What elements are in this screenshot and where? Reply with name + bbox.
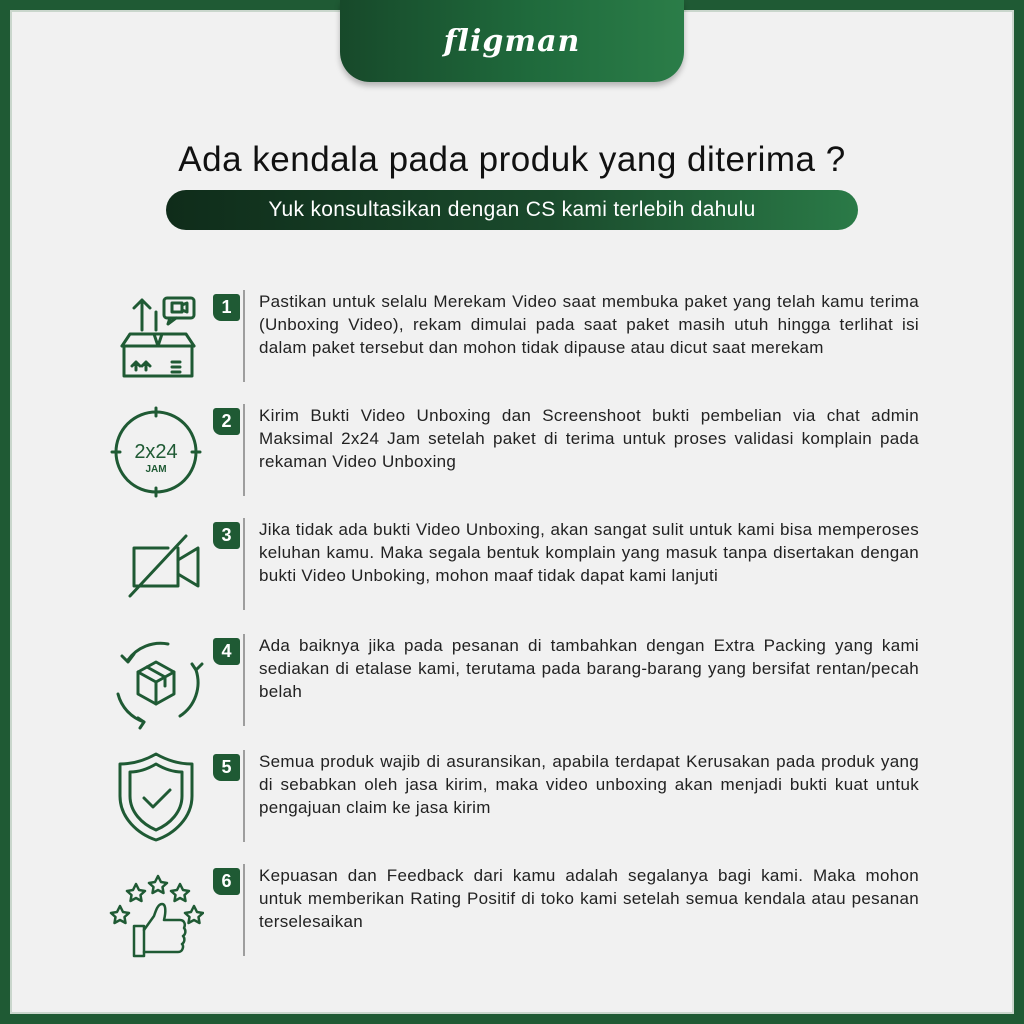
step-text: Semua produk wajib di asuransikan, apabila terdapat Kerusakan pada produk yang di sebabkan oleh jasa kirim, maka video unboxing akan menjadi bukti kuat untuk pengajuan claim ke jasa kirim	[259, 752, 919, 817]
step-number: 2	[213, 408, 240, 435]
step-1	[100, 290, 930, 382]
clock-2x24-icon	[108, 402, 204, 498]
clock-label: 2x24	[134, 441, 178, 463]
step-text: Ada baiknya jika pada pesanan di tambahkan dengan Extra Packing yang kami sediakan di etalase kami, terutama pada barang-barang yang bersifat rentan/pecah belah	[259, 636, 919, 701]
step-divider	[243, 864, 245, 956]
subtitle-pill	[166, 190, 858, 230]
step-divider	[243, 634, 245, 726]
step-5	[100, 750, 930, 842]
brand-header-tab	[340, 0, 684, 82]
step-text: Kirim Bukti Video Unboxing dan Screenshoot bukti pembelian via chat admin Maksimal 2x24 Jam setelah paket di terima untuk proses validasi komplain pada rekaman Video Unboxing	[259, 406, 919, 471]
step-text: Pastikan untuk selalu Merekam Video saat membuka paket yang telah kamu terima (Unboxing Video), rekam dimulai pada saat paket masih utuh hingga terlihat isi dalam paket tersebut dan mohon tidak dipause atau dicut saat merekam	[259, 292, 919, 357]
step-divider	[243, 750, 245, 842]
video-off-icon	[108, 518, 204, 614]
thumbs-up-stars-icon	[108, 870, 204, 966]
step-number: 6	[213, 868, 240, 895]
step-2	[100, 404, 930, 496]
shield-check-icon	[108, 750, 204, 846]
step-text: Jika tidak ada bukti Video Unboxing, akan sangat sulit untuk kami bisa memperoses keluhan kamu. Maka segala bentuk komplain yang masuk tanpa disertakan dengan bukti Video Unboking, mohon maaf tidak dapat kami lanjuti	[259, 520, 919, 585]
step-4	[100, 634, 930, 726]
step-number: 5	[213, 754, 240, 781]
step-number: 3	[213, 522, 240, 549]
step-divider	[243, 404, 245, 496]
step-number: 1	[213, 294, 240, 321]
step-divider	[243, 290, 245, 382]
step-number: 4	[213, 638, 240, 665]
step-6	[100, 864, 930, 956]
subtitle-text: Yuk konsultasikan dengan CS kami terlebih dahulu	[268, 198, 756, 221]
unboxing-video-icon	[108, 290, 204, 386]
page-title: Ada kendala pada produk yang diterima ?	[178, 140, 846, 179]
brand-logo: fligman	[443, 23, 581, 59]
step-3	[100, 518, 930, 610]
extra-packing-icon	[108, 634, 204, 730]
step-divider	[243, 518, 245, 610]
clock-sublabel: JAM	[145, 464, 167, 475]
step-text: Kepuasan dan Feedback dari kamu adalah segalanya bagi kami. Maka mohon untuk memberikan Rating Positif di toko kami setelah semua kendala atau pesanan terselesaikan	[259, 866, 919, 931]
